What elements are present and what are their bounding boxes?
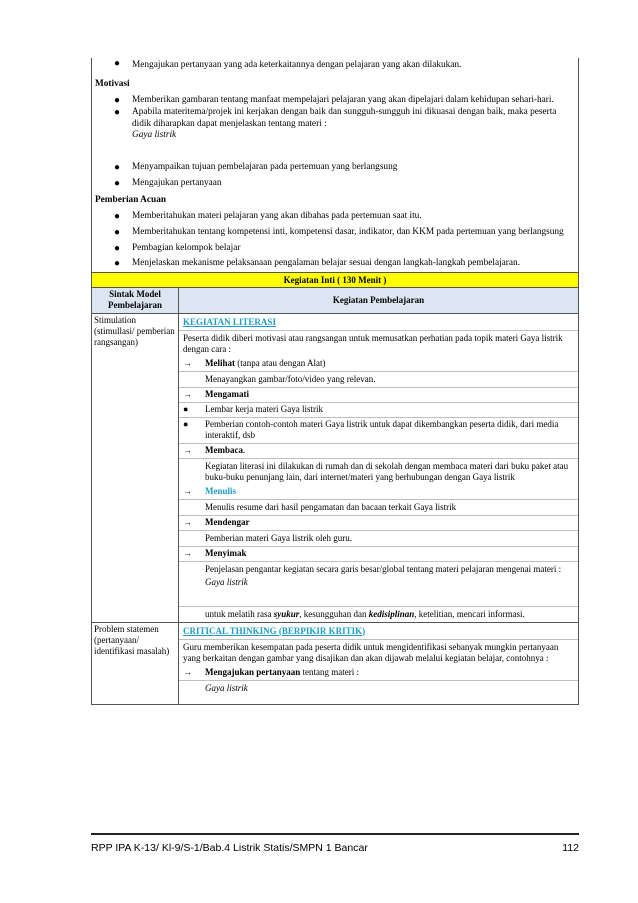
list-item: → Mengamati <box>183 388 249 399</box>
page-footer <box>91 833 579 854</box>
critical-thinking-title: CRITICAL THINKING (BERPIKIR KRITIK) <box>183 625 366 636</box>
list-item: ● Memberikan gambaran tentang manfaat mempelajari pelajaran yang akan dipelajari dalam kehidupan sehari-hari. <box>114 94 554 106</box>
arrow-icon: → <box>183 357 192 368</box>
arrow-icon: → <box>183 485 192 496</box>
topic-text: Gaya listrik <box>205 576 248 587</box>
bullet-icon: ● <box>114 258 121 269</box>
list-item: → Mengajukan pertanyaan tentang materi : <box>183 666 359 677</box>
bullet-icon: ● <box>114 161 121 173</box>
list-item: ● Menyampaikan tujuan pembelajaran pada pertemuan yang berlangsung <box>114 161 398 173</box>
list-item: ● Mengajukan pertanyaan yang ada keterkaitannya dengan pelajaran yang akan dilakukan. <box>114 58 462 70</box>
list-item: ● Memberitahukan tentang kompetensi inti, kompetensi dasar, indikator, dan KKM pada pertemuan yang berlangsung <box>114 227 564 238</box>
arrow-icon: → <box>183 547 192 558</box>
sintak-problem: Problem statemen (pertanyaan/ identifikasi masalah) <box>92 622 179 704</box>
kegiatan-inti-banner: Kegiatan Inti ( 130 Menit ) <box>92 272 579 287</box>
bullet-icon: ● <box>114 107 121 118</box>
list-item: → Menulis <box>183 485 237 496</box>
bullet-icon: ● <box>114 227 121 238</box>
bullet-icon: ● <box>114 58 121 69</box>
motivasi-heading: Motivasi <box>95 78 130 89</box>
footer-title: RPP IPA K-13/ Kl-9/S-1/Bab.4 Listrik Statis/SMPN 1 Bancar <box>91 842 368 854</box>
list-item: ● Lembar kerja materi Gaya listrik <box>183 403 323 414</box>
arrow-icon: → <box>183 388 192 399</box>
list-item: ● Mengajukan pertanyaan <box>114 178 222 189</box>
arrow-icon: → <box>183 516 192 527</box>
topic-text: Gaya listrik <box>205 682 248 693</box>
column-header-kegiatan: Kegiatan Pembelajaran <box>179 287 579 313</box>
literasi-title: KEGIATAN LITERASI <box>183 316 276 327</box>
list-item: → Membaca. <box>183 444 246 455</box>
list-item: → Melihat (tanpa atau dengan Alat) <box>183 357 326 368</box>
list-item: ● Memberitahukan materi pelajaran yang akan dibahas pada pertemuan saat itu. <box>114 210 422 222</box>
bullet-icon: ● <box>114 94 121 106</box>
page-number: 112 <box>562 842 579 854</box>
kegiatan-table <box>91 272 579 705</box>
list-item: ● Pembagian kelompok belajar <box>114 242 241 254</box>
stimulation-content: KEGIATAN LITERASI Peserta didik diberi motivasi atau rangsangan untuk memusatkan perhatian pada topik materi Gaya listrik dengan cara : → Melihat (tanpa atau dengan Alat) Menayangkan gambar/foto/video yang relevan. → Mengamati ● Lembar kerja materi Gaya listrik ● Pemberian contoh-contoh materi Gaya listrik untuk dapat dikembangkan peserta didik, dari media interaktif, dsb → Membaca. Kegiatan literasi ini dilakukan di rumah dan di sekolah dengan membaca materi dari buku paket atau buku-buku penunjang lain, dari internet/materi yang berhubungan dengan Gaya listrik → Menulis Menulis resume dari hasil pengamatan dan bacaan terkait Gaya listrik → Mendengar Pemberian materi Gaya listrik oleh guru. → Menyimak Penjelasan pengantar kegiatan secara garis besar/global tentang materi pelajaran mengenai materi : Gaya listrik untuk melatih rasa syukur, kesungguhan dan kedisiplinan, ketelitian, mencari informasi. <box>179 313 579 622</box>
bullet-icon: ● <box>114 242 121 254</box>
list-item: → Menyimak <box>183 547 247 558</box>
list-item: ● Menjelaskan mekanisme pelaksanaan pengalaman belajar sesuai dengan langkah-langkah pembelajaran. <box>114 258 520 269</box>
bullet-icon: ● <box>114 178 121 189</box>
arrow-icon: → <box>183 666 192 677</box>
column-header-sintak: Sintak Model Pembelajaran <box>92 287 179 313</box>
closing-text: untuk melatih rasa syukur, kesungguhan dan kedisiplinan, ketelitian, mencari informasi. <box>205 608 525 619</box>
bullet-icon: ● <box>183 418 189 429</box>
bullet-icon: ● <box>183 403 189 414</box>
document-page <box>91 58 579 705</box>
problem-content: CRITICAL THINKING (BERPIKIR KRITIK) Guru memberikan kesempatan pada peserta didik untuk mengidentifikasi sebanyak mungkin pertanyaan yang berkaitan dengan gambar yang disajikan dan akan dijawab melalui kegiatan belajar, contohnya : → Mengajukan pertanyaan tentang materi : Gaya listrik <box>179 622 579 704</box>
acuan-heading: Pemberian Acuan <box>95 194 167 205</box>
topic-text: Gaya listrik <box>132 130 177 140</box>
sintak-stimulation: Stimulation (stimullasi/ pemberian rangsangan) <box>92 313 179 622</box>
list-item: → Mendengar <box>183 516 250 527</box>
opening-section <box>91 58 579 272</box>
arrow-icon: → <box>183 444 192 455</box>
list-item: ● Apabila materitema/projek ini kerjakan dengan baik dan sungguh-sungguh ini dikuasai dengan baik, maka peserta didik diharapkan dapat menjelaskan tentang materi : Gaya listrik <box>92 107 578 142</box>
bullet-icon: ● <box>114 210 121 222</box>
list-item: ● Pemberian contoh-contoh materi Gaya listrik untuk dapat dikembangkan peserta didik, dari media interaktif, dsb <box>183 418 559 440</box>
